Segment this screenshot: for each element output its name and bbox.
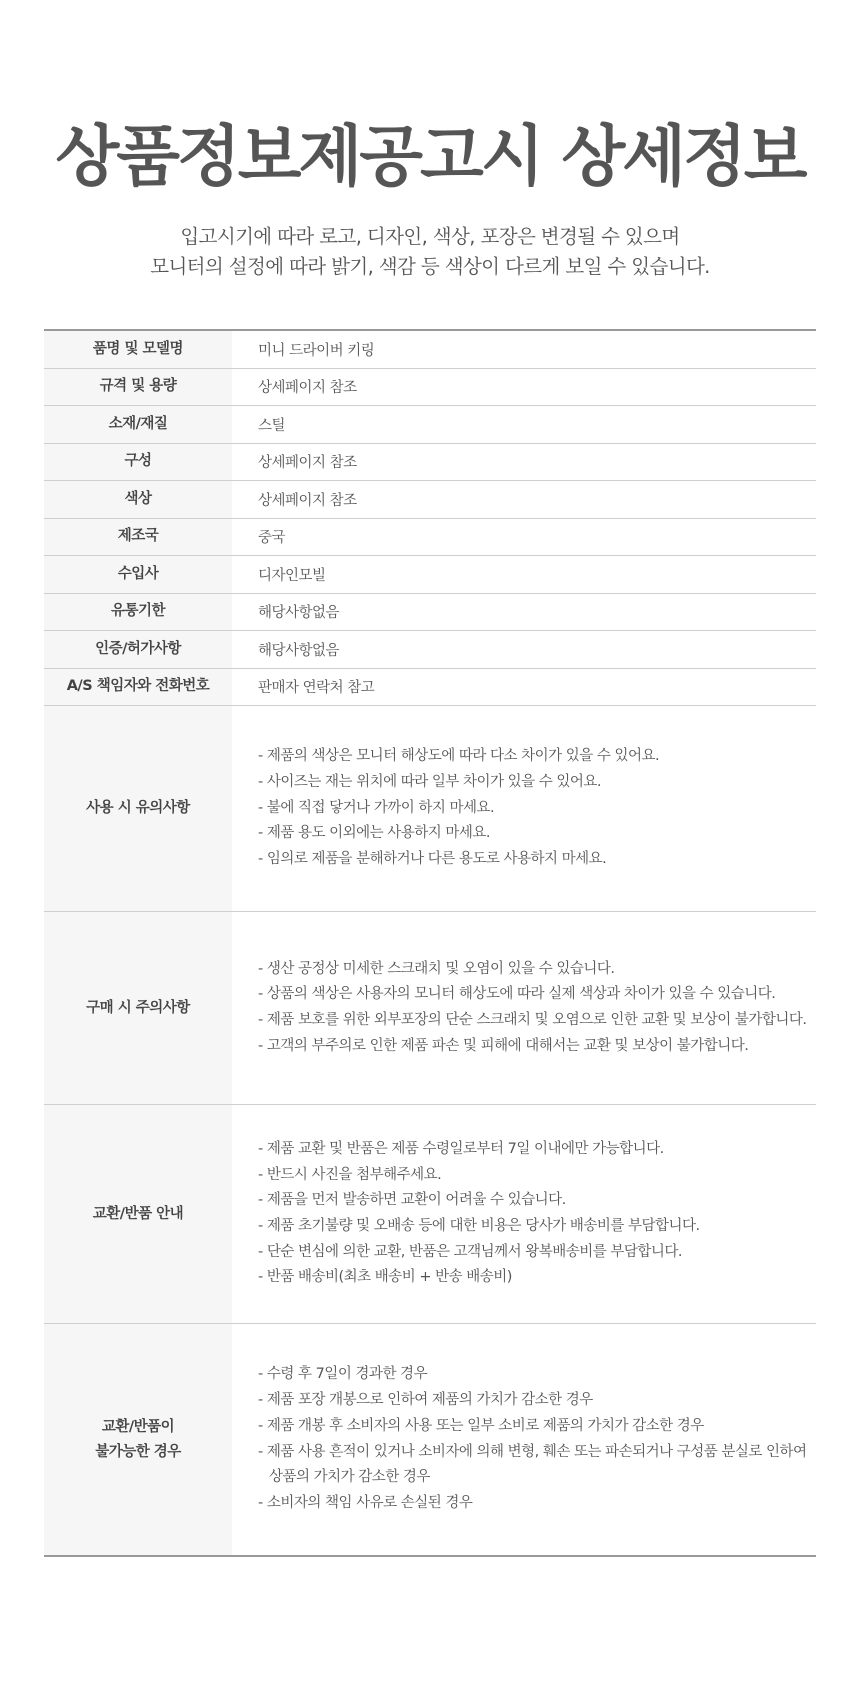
notice-content <box>232 1105 816 1324</box>
spec-value: 중국 <box>232 518 816 556</box>
notice-row-exchange <box>44 1105 816 1324</box>
notice-line: - 수령 후 7일이 경과한 경우 <box>258 1366 428 1383</box>
notice-line: - 제품 용도 이외에는 사용하지 마세요. <box>258 825 490 842</box>
spec-value: 해당사항없음 <box>232 631 816 669</box>
spec-value: 상세페이지 참조 <box>232 368 816 406</box>
spec-label: 구성 <box>44 443 232 481</box>
notice-label: 교환/반품 안내 <box>44 1105 232 1324</box>
notice-line-continuation: 상품의 가치가 감소한 경우 <box>269 1469 430 1486</box>
product-info-table <box>44 329 816 1557</box>
notice-line: - 제품 포장 개봉으로 인하여 제품의 가치가 감소한 경우 <box>258 1392 593 1409</box>
notice-label: 구매 시 주의사항 <box>44 912 232 1105</box>
spec-row-country <box>44 518 816 556</box>
spec-row-importer <box>44 556 816 594</box>
notice-line: - 제품 보호를 위한 외부포장의 단순 스크래치 및 오염으로 인한 교환 및 보상이 불가합니다. <box>258 1012 807 1028</box>
spec-row-size <box>44 368 816 406</box>
notice-line: - 제품 초기불량 및 오배송 등에 대한 비용은 당사가 배송비를 부담합니다. <box>258 1218 700 1234</box>
spec-label: A/S 책임자와 전화번호 <box>44 668 232 706</box>
spec-value: 스틸 <box>232 406 816 444</box>
notice-label-line: 불가능한 경우 <box>95 1443 181 1460</box>
spec-value: 디자인모빌 <box>232 556 816 594</box>
notice-label: 사용 시 유의사항 <box>44 706 232 912</box>
subtitle-line: 모니터의 설정에 따라 밝기, 색감 등 색상이 다르게 보일 수 있습니다. <box>150 255 710 278</box>
notice-row-no-exchange <box>44 1324 816 1557</box>
spec-row-material <box>44 406 816 444</box>
notice-line: - 사이즈는 재는 위치에 따라 일부 차이가 있을 수 있어요. <box>258 773 601 790</box>
spec-row-expiry <box>44 593 816 631</box>
spec-value: 상세페이지 참조 <box>232 443 816 481</box>
notice-label-line: 교환/반품이 <box>101 1418 175 1435</box>
notice-line: - 제품을 먼저 발송하면 교환이 어려울 수 있습니다. <box>258 1192 566 1209</box>
notice-line: - 반품 배송비(최초 배송비 + 반송 배송비) <box>258 1269 512 1286</box>
spec-value: 판매자 연락처 참고 <box>232 668 816 706</box>
spec-label: 소재/재질 <box>44 406 232 444</box>
spec-value: 해당사항없음 <box>232 593 816 631</box>
spec-label: 유통기한 <box>44 593 232 631</box>
spec-label: 인증/허가사항 <box>44 631 232 669</box>
spec-value: 미니 드라이버 키링 <box>232 330 816 368</box>
notice-line: - 임의로 제품을 분해하거나 다른 용도로 사용하지 마세요. <box>258 851 607 868</box>
notice-label <box>44 1324 232 1557</box>
notice-line: - 제품의 색상은 모니터 해상도에 따라 다소 차이가 있을 수 있어요. <box>258 748 660 765</box>
notice-line: - 소비자의 책임 사유로 손실된 경우 <box>258 1494 473 1511</box>
notice-content <box>232 1324 816 1557</box>
spec-label: 제조국 <box>44 518 232 556</box>
notice-line: - 제품 개봉 후 소비자의 사용 또는 일부 소비로 제품의 가치가 감소한 경우 <box>258 1417 704 1434</box>
notice-line: - 제품 사용 흔적이 있거나 소비자에 의해 변형, 훼손 또는 파손되거나 구성품 분실로 인하여 <box>258 1443 807 1460</box>
page-subtitle <box>0 222 860 282</box>
notice-line: - 고객의 부주의로 인한 제품 파손 및 피해에 대해서는 교환 및 보상이 불가합니다. <box>258 1037 749 1054</box>
notice-line: - 상품의 색상은 사용자의 모니터 해상도에 따라 실제 색상과 차이가 있을 수 있습니다. <box>258 986 776 1003</box>
spec-label: 수입사 <box>44 556 232 594</box>
page-title: 상품정보제공고시 상세정보 <box>55 118 805 195</box>
spec-row-as-contact <box>44 668 816 706</box>
notice-line: - 반드시 사진을 첨부해주세요. <box>258 1166 442 1183</box>
spec-row-product-name <box>44 330 816 368</box>
spec-label: 규격 및 용량 <box>44 368 232 406</box>
spec-row-composition <box>44 443 816 481</box>
spec-label: 품명 및 모델명 <box>44 330 232 368</box>
notice-row-usage <box>44 706 816 912</box>
notice-line: - 제품 교환 및 반품은 제품 수령일로부터 7일 이내에만 가능합니다. <box>258 1140 664 1157</box>
notice-content <box>232 912 816 1105</box>
notice-line: - 생산 공정상 미세한 스크래치 및 오염이 있을 수 있습니다. <box>258 960 615 977</box>
spec-row-color <box>44 481 816 519</box>
spec-row-certification <box>44 631 816 669</box>
notice-line: - 단순 변심에 의한 교환, 반품은 고객님께서 왕복배송비를 부담합니다. <box>258 1243 683 1260</box>
notice-row-purchase <box>44 912 816 1105</box>
notice-content <box>232 706 816 912</box>
spec-label: 색상 <box>44 481 232 519</box>
spec-value: 상세페이지 참조 <box>232 481 816 519</box>
subtitle-line: 입고시기에 따라 로고, 디자인, 색상, 포장은 변경될 수 있으며 <box>180 225 680 248</box>
notice-line: - 불에 직접 닿거나 가까이 하지 마세요. <box>258 799 495 816</box>
